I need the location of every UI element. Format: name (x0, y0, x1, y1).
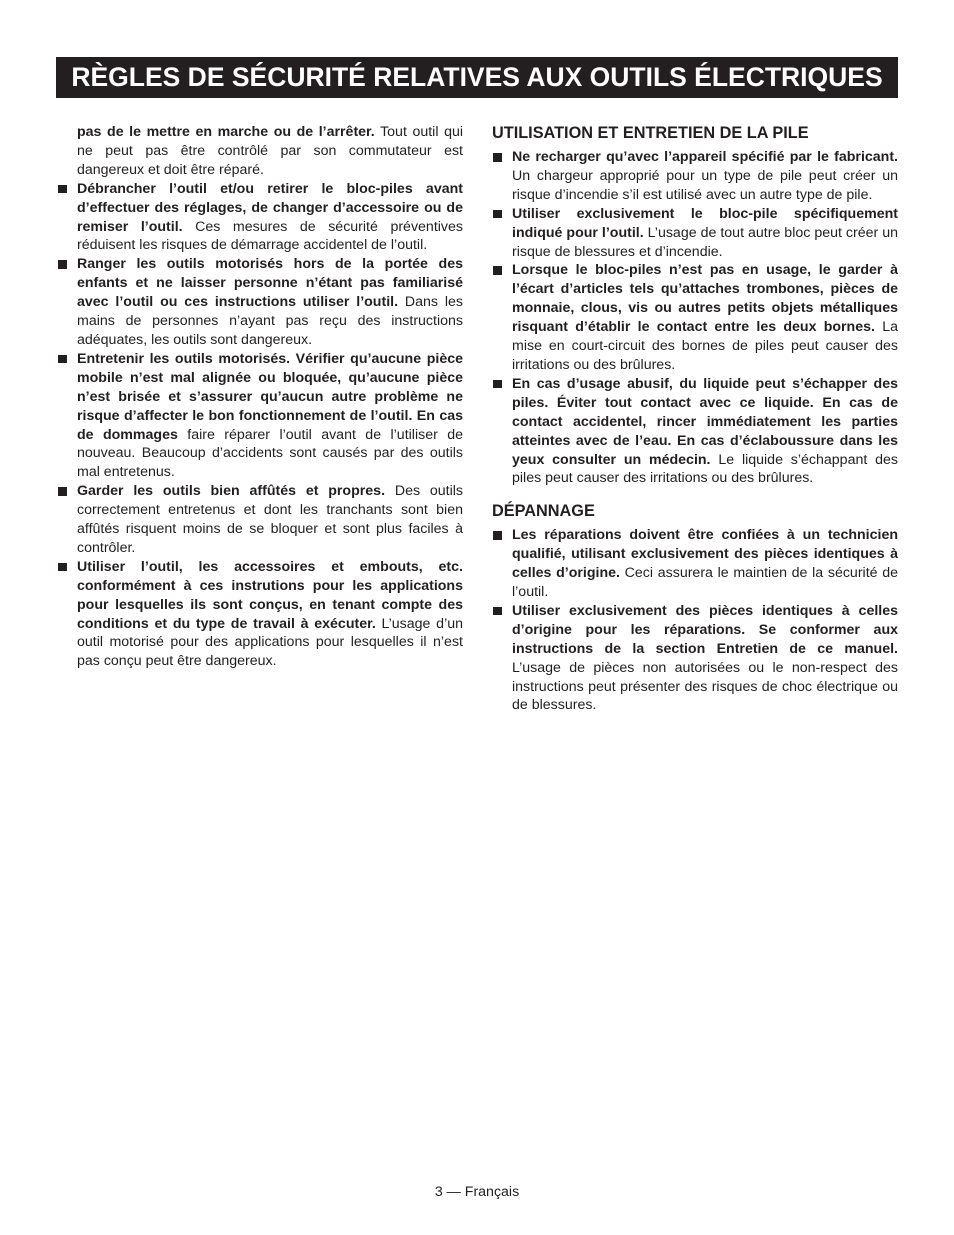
item-text: Le liquide s’échappant des piles peut causer des irritations ou des brûlures. (512, 451, 898, 487)
item-text: faire réparer l’outil avant de l’utiliser de nouveau. Beaucoup d’accidents sont causés par des outils mal entretenus. (77, 426, 463, 481)
square-bullet-icon (493, 607, 502, 616)
item-bold: Les réparations doivent être confiées à un technicien qualifié, utilisant exclusivement des pièces identiques à celles d’origine. (512, 527, 898, 582)
item-text: Ceci assurera le maintien de la sécurité de l’outil. (512, 565, 898, 601)
list-item (492, 375, 898, 488)
section-heading-troubleshooting: DÉPANNAGE (492, 502, 595, 521)
page-footer: 3 — Français (434, 1184, 520, 1200)
list-item (57, 180, 463, 256)
square-bullet-icon (493, 153, 502, 162)
list-item (492, 526, 898, 602)
item-text: L’usage de pièces non autorisées ou le non-respect des instructions peut présenter des risques de choc électrique ou de blessures. (512, 659, 898, 714)
item-text: La mise en court-circuit des bornes de piles peut causer des irritations ou des brûlures. (512, 319, 898, 373)
list-item-continuation (57, 123, 463, 180)
item-bold: pas de le mettre en marche ou de l’arrêter. (77, 124, 375, 140)
list-item (492, 148, 898, 205)
right-column (492, 123, 898, 715)
item-text: Tout outil qui ne peut pas être contrôlé par son commutateur est dangereux et doit être réparé. (77, 124, 463, 178)
item-bold: Utiliser l’outil, les accessoires et embouts, etc. conformément à ces instrutions pour les applications pour lesquelles ils sont conçus, en tenant compte des conditions et du type de travail à exécuter. (77, 558, 463, 632)
item-text: Des outils correctement entretenus et dont les tranchants sont bien affûtés risquent moins de se bloquer et sont plus faciles à contrôler. (77, 483, 463, 556)
list-item (57, 558, 463, 671)
item-text: L’usage d’un outil motorisé pour des applications pour lesquelles il n’est pas conçu peut être dangereux. (77, 615, 463, 670)
list-item (492, 261, 898, 374)
square-bullet-icon (58, 185, 67, 194)
list-item (57, 255, 463, 350)
square-bullet-icon (493, 266, 502, 275)
page-title: RÈGLES DE SÉCURITÉ RELATIVES AUX OUTILS ÉLECTRIQUES (71, 62, 883, 93)
section-heading-battery: UTILISATION ET ENTRETIEN DE LA PILE (492, 124, 809, 142)
item-bold: Utiliser exclusivement le bloc-pile spécifiquement indiqué pour l’outil. (512, 205, 898, 241)
list-item (492, 205, 898, 262)
item-text: Dans les mains de personnes n’ayant pas reçu des instructions adéquates, les outils sont dangereux. (77, 294, 464, 348)
title-banner (56, 57, 898, 98)
item-text: Ces mesures de sécurité préventives réduisent les risques de démarrage accidentel de l’outil. (77, 218, 463, 254)
square-bullet-icon (58, 487, 67, 496)
left-column (57, 123, 463, 671)
square-bullet-icon (493, 531, 502, 540)
item-bold: Garder les outils bien affûtés et propres. (77, 483, 386, 500)
item-bold: Débrancher l’outil et/ou retirer le bloc-piles avant d’effectuer des réglages, de changer d’accessoire ou de remiser l’outil. (77, 180, 463, 235)
item-bold: En cas d’usage abusif, du liquide peut s’échapper des piles. Éviter tout contact avec ce liquide. En cas de contact accidentel, rincer immédiatement les parties atteintes avec de l’eau. En cas d’éclaboussure dans les yeux consulter un médecin. (512, 375, 898, 468)
item-bold: Ne recharger qu’avec l’appareil spécifié par le fabricant. (512, 149, 898, 165)
square-bullet-icon (493, 210, 502, 219)
item-bold: Ranger les outils motorisés hors de la portée des enfants et ne laisser personne n’étant pas familiarisé avec l’outil ou ces instructions utiliser l’outil. (77, 256, 463, 311)
square-bullet-icon (493, 380, 502, 389)
square-bullet-icon (58, 355, 67, 364)
item-text: Un chargeur approprié pour un type de pile peut créer un risque d’incendie s’il est utilisé avec un autre type de pile. (512, 167, 898, 203)
list-item (57, 350, 463, 482)
item-bold: Utiliser exclusivement des pièces identiques à celles d’origine pour les réparations. Se conformer aux instructions de la section Entretien de ce manuel. (512, 602, 898, 657)
list-item (57, 482, 463, 558)
square-bullet-icon (58, 563, 67, 572)
list-item (492, 602, 898, 715)
item-text: L’usage de tout autre bloc peut créer un risque de blessures et d’incendie. (512, 224, 899, 260)
item-bold: Entretenir les outils motorisés. Vérifier qu’aucune pièce mobile n’est mal alignée ou bloquée, qu’aucune pièce n’est brisée et s’assurer qu’aucun autre problème ne risque d’affecter le bon fonctionnement de l’outil. En cas de dommages (77, 350, 463, 443)
item-bold: Lorsque le bloc-piles n’est pas en usage, le garder à l’écart d’articles tels qu’attaches trombones, pièces de monnaie, clous, vis ou autres petits objets métalliques risquant d’établir le contact entre les deux bornes. (512, 262, 898, 336)
square-bullet-icon (58, 260, 67, 269)
